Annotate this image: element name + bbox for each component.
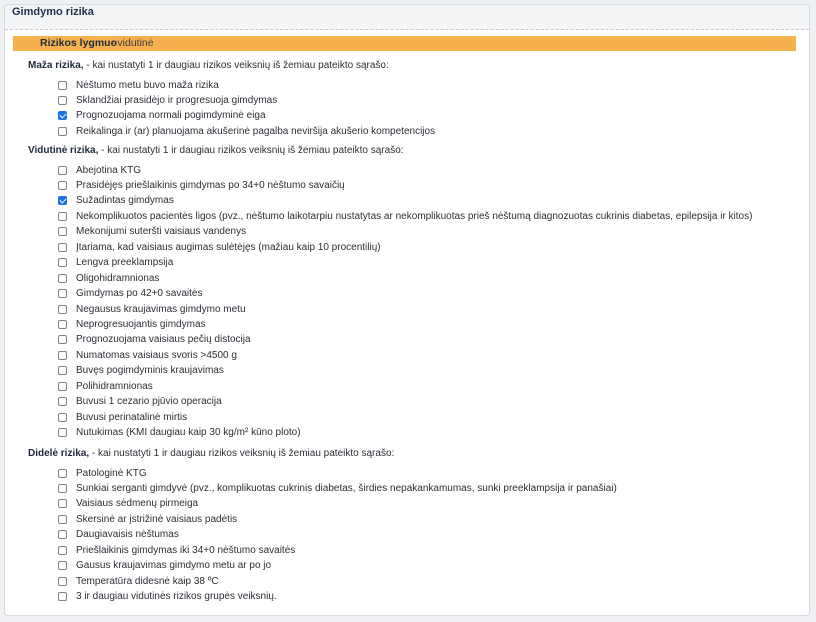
checkbox[interactable] [58,243,67,252]
risk-factor-item[interactable] [58,163,141,177]
risk-factor-label: Buvęs pogimdyminis kraujavimas [76,365,224,377]
checkbox[interactable] [58,499,67,508]
risk-factor-label: Oligohidramnionas [76,272,160,284]
checkbox[interactable] [58,561,67,570]
checkbox[interactable] [58,397,67,406]
risk-factor-label: Įtariama, kad vaisiaus augimas sulėtėjęs (mažiau kaip 10 procentilių) [76,241,381,253]
risk-factor-item[interactable] [58,240,381,254]
risk-factor-item[interactable] [58,364,224,378]
risk-factor-label: Buvusi perinatalinė mirtis [76,411,188,423]
checkbox[interactable] [58,81,67,90]
checkbox[interactable] [58,212,67,221]
risk-factor-item[interactable] [58,348,237,362]
checkbox[interactable] [58,577,67,586]
risk-factor-item[interactable] [58,590,277,604]
risk-factor-item[interactable] [58,395,222,409]
checkbox[interactable] [58,515,67,524]
high-risk-description: - kai nustatyti 1 ir daugiau rizikos veiksnių iš žemiau pateikto sąrašo: [89,448,395,459]
risk-factor-label: Vaisiaus sėdmenų pirmeiga [76,498,199,510]
risk-factor-item[interactable] [58,512,237,526]
checkbox[interactable] [58,530,67,539]
risk-factor-label: Mekonijumi suteršti vaisiaus vandenys [76,226,247,238]
high-risk-heading [28,448,394,459]
risk-factor-label: Numatomas vaisiaus svoris >4500 g [76,349,237,361]
checkbox[interactable] [58,366,67,375]
risk-factor-item[interactable] [58,124,435,138]
checkbox[interactable] [58,96,67,105]
checkbox[interactable] [58,484,67,493]
risk-factor-item[interactable] [58,481,617,495]
risk-factor-item[interactable] [58,209,752,223]
checkbox[interactable] [58,166,67,175]
checkbox[interactable] [58,592,67,601]
risk-factor-label: Temperatūra didesnė kaip 38 ºC [76,575,219,587]
risk-factor-item[interactable] [58,574,219,588]
checkbox[interactable] [58,258,67,267]
risk-factor-label: Nekomplikuotos pacientės ligos (pvz., nėštumo laikotarpiu nustatytas ar nekomplikuotas prieš nėštumą diagnozuotas cukrinis diabetas, epilepsija ir kitos) [76,210,753,222]
low-risk-heading [28,60,389,71]
risk-factor-label: Nėštumo metu buvo maža rizika [76,79,219,91]
risk-factor-item[interactable] [58,109,266,123]
risk-level-value: - vidutinė [111,37,154,49]
risk-factor-item[interactable] [58,178,345,192]
checkbox-checked[interactable] [58,111,67,120]
high-risk-title: Didelė rizika, [28,448,90,459]
risk-factor-item[interactable] [58,379,153,393]
risk-factor-label: Polihidramnionas [76,380,153,392]
risk-factor-item[interactable] [58,333,251,347]
risk-factor-item[interactable] [58,78,219,92]
risk-factor-label: Gimdymas po 42+0 savaitės [76,288,203,300]
checkbox[interactable] [58,320,67,329]
checkbox[interactable] [58,181,67,190]
risk-factor-item[interactable] [58,256,173,270]
risk-factor-label: Prasidėjęs priešlaikinis gimdymas po 34+0 nėštumo savaičių [76,179,345,191]
risk-level-banner [13,36,796,51]
risk-level-label: Rizikos lygmuo [40,37,118,49]
risk-factor-item[interactable] [58,302,246,316]
risk-factor-item[interactable] [58,93,277,107]
checkbox[interactable] [58,305,67,314]
risk-factor-item[interactable] [58,318,206,332]
risk-factor-item[interactable] [58,497,198,511]
risk-factor-label: Sklandžiai prasidėjo ir progresuoja gimdymas [76,94,278,106]
checkbox[interactable] [58,274,67,283]
low-risk-description: - kai nustatyti 1 ir daugiau rizikos veiksnių iš žemiau pateikto sąrašo: [83,60,389,71]
risk-factor-label: Neprogresuojantis gimdymas [76,319,206,330]
checkbox[interactable] [58,227,67,236]
checkbox[interactable] [58,335,67,344]
risk-factor-item[interactable] [58,528,179,542]
checkbox[interactable] [58,382,67,391]
risk-factor-label: Patologinė KTG [76,467,147,479]
checkbox[interactable] [58,413,67,422]
risk-factor-label: Reikalinga ir (ar) planuojama akušerinė pagalba neviršija akušerio kompetencijos [76,125,436,137]
risk-factor-item[interactable] [58,225,246,239]
risk-factor-item[interactable] [58,194,174,208]
risk-factor-label: Negausus kraujavimas gimdymo metu [76,303,246,315]
checkbox[interactable] [58,469,67,478]
checkbox[interactable] [58,428,67,437]
risk-factor-item[interactable] [58,426,301,440]
panel-title: Gimdymo rizika [12,6,94,18]
risk-factor-item[interactable] [58,466,147,480]
risk-factor-label: Buvusi 1 cezario pjūvio operacija [76,396,222,408]
checkbox-checked[interactable] [58,196,67,205]
risk-factor-label: Gausus kraujavimas gimdymo metu ar po jo [76,560,272,572]
risk-factor-label: Priešlaikinis gimdymas iki 34+0 nėštumo savaitės [76,544,296,556]
medium-risk-heading [28,145,404,156]
risk-factor-item[interactable] [58,287,202,301]
risk-factor-item[interactable] [58,543,295,557]
checkbox[interactable] [58,289,67,298]
risk-factor-item[interactable] [58,559,271,573]
risk-factor-label: Sunkiai serganti gimdyvė (pvz., komplikuotas cukrinis diabetas, širdies nepakankamumas, sunki preeklampsija ir panašiai) [76,482,617,494]
risk-factor-label: Abejotina KTG [76,164,142,176]
risk-factor-item[interactable] [58,271,159,285]
medium-risk-title: Vidutinė rizika, [28,145,99,156]
risk-factor-label: 3 ir daugiau vidutinės rizikos grupės veiksnių. [76,591,277,603]
low-risk-title: Maža rizika, [28,60,84,71]
risk-factor-label: Lengva preeklampsija [76,257,174,269]
risk-factor-label: Skersinė ar įstrižinė vaisiaus padėtis [76,513,238,525]
risk-factor-label: Prognozuojama normali pogimdyminė eiga [76,110,266,122]
risk-factor-label: Prognozuojama vaisiaus pečių distocija [76,334,251,346]
checkbox[interactable] [58,127,67,136]
risk-factor-label: Daugiavaisis nėštumas [76,529,179,541]
panel-header [5,5,809,30]
risk-factor-item[interactable] [58,410,187,424]
risk-factor-label: Nutukimas (KMI daugiau kaip 30 kg/m² kūno ploto) [76,427,301,439]
medium-risk-description: - kai nustatyti 1 ir daugiau rizikos veiksnių iš žemiau pateikto sąrašo: [98,145,404,156]
checkbox[interactable] [58,351,67,360]
risk-factor-label: Sužadintas gimdymas [76,195,174,207]
checkbox[interactable] [58,546,67,555]
